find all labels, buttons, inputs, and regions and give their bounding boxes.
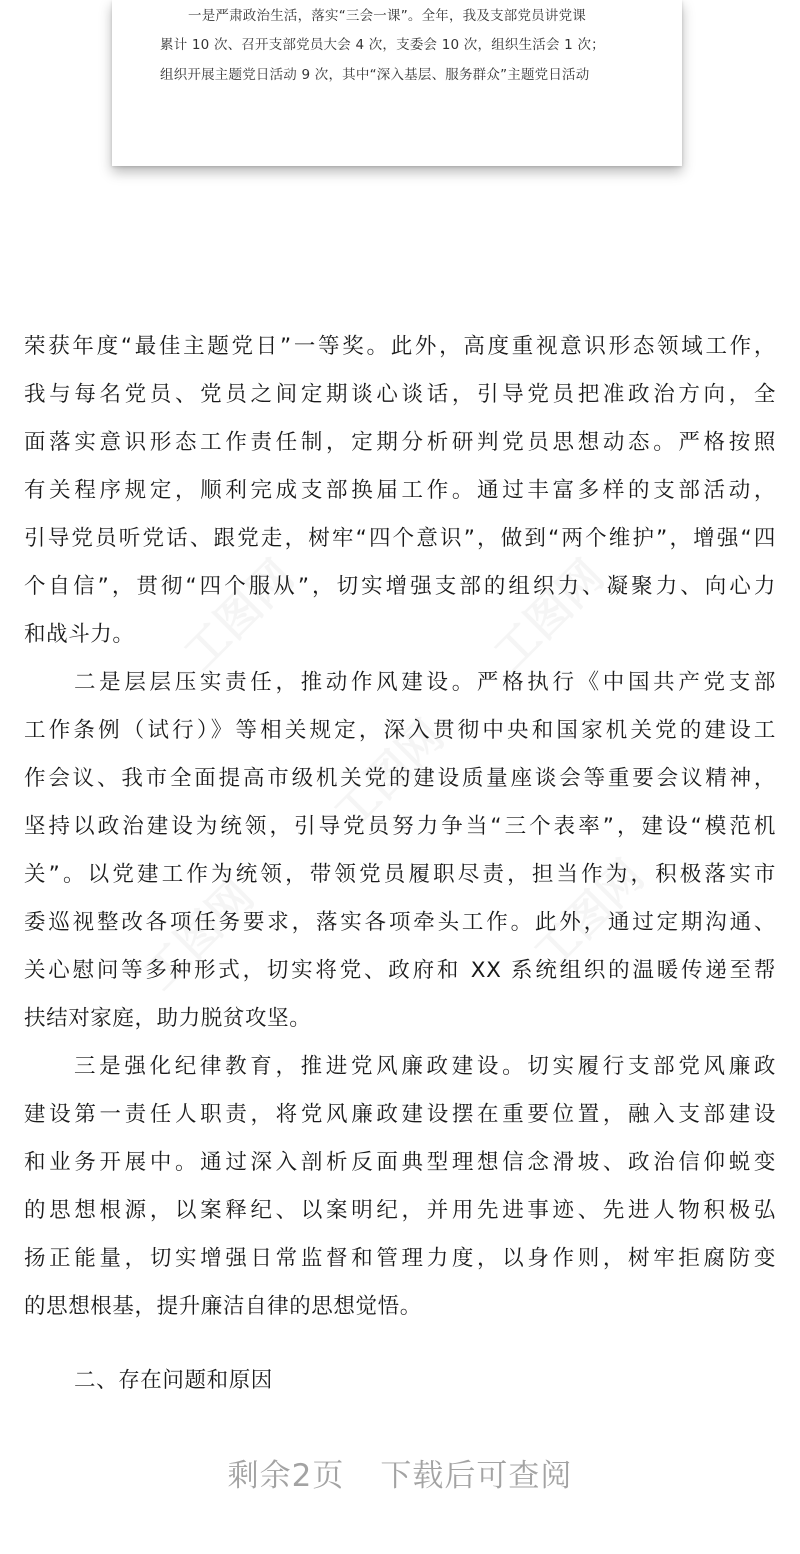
paragraph-line: 我与每名党员、党员之间定期谈心谈话，引导党员把准政治方向，全 xyxy=(24,382,776,407)
remaining-pages-label[interactable]: 剩余2页 xyxy=(227,1458,345,1494)
section-heading: 二、存在问题和原因 xyxy=(74,1368,273,1393)
paragraph-line: 个自信”，贯彻“四个服从”，切实增强支部的组织力、凝聚力、向心力 xyxy=(24,574,776,599)
watermark: 工图网 xyxy=(484,550,614,680)
watermark: 工图网 xyxy=(524,850,654,980)
paragraph-line: 的思想根基，提升廉洁自律的思想觉悟。 xyxy=(24,1294,422,1319)
paragraph-line: 和战斗力。 xyxy=(24,622,135,647)
paragraph-line: 委巡视整改各项任务要求，落实各项牵头工作。此外，通过定期沟通、 xyxy=(24,910,776,935)
paragraph-line: 建设第一责任人职责，将党风廉政建设摆在重要位置，融入支部建设 xyxy=(24,1102,776,1127)
paragraph-line: 有关程序规定，顺利完成支部换届工作。通过丰富多样的支部活动， xyxy=(24,478,776,503)
paragraph-line: 作会议、我市全面提高市级机关党的建设质量座谈会等重要会议精神， xyxy=(24,766,776,791)
paragraph-line: 荣获年度“最佳主题党日”一等奖。此外，高度重视意识形态领域工作， xyxy=(24,334,776,359)
watermark: 工图网 xyxy=(134,870,264,1000)
watermark: 工图网 xyxy=(174,550,304,680)
paragraph-line: 引导党员听党话、跟党走，树牢“四个意识”，做到“两个维护”，增强“四 xyxy=(24,526,776,551)
paragraph-line: 关心慰问等多种形式，切实将党、政府和 XX 系统组织的温暖传递至帮 xyxy=(24,958,776,983)
preview-line: 一是严肃政治生活，落实“三会一课”。全年，我及支部党员讲党课 xyxy=(188,8,586,24)
paragraph-line: 关”。以党建工作为统领，带领党员履职尽责，担当作为，积极落实市 xyxy=(24,862,776,887)
paragraph-first-line: 三是强化纪律教育，推进党风廉政建设。切实履行支部党风廉政 xyxy=(74,1054,776,1079)
paragraph-line: 和业务开展中。通过深入剖析反面典型理想信念滑坡、政治信仰蜕变 xyxy=(24,1150,776,1175)
paragraph-line: 的思想根源，以案释纪、以案明纪，并用先进事迹、先进人物积极弘 xyxy=(24,1198,776,1223)
previous-page-preview xyxy=(112,0,682,166)
preview-line: 组织开展主题党日活动 9 次，其中“深入基层、服务群众”主题党日活动 xyxy=(160,67,590,83)
paragraph-line: 扶结对家庭，助力脱贫攻坚。 xyxy=(24,1006,312,1031)
download-prompt[interactable] xyxy=(0,1456,800,1496)
paragraph-first-line: 二是层层压实责任，推动作风建设。严格执行《中国共产党支部 xyxy=(74,670,776,695)
watermark: 工图网 xyxy=(324,710,454,840)
paragraph-line: 扬正能量，切实增强日常监督和管理力度，以身作则，树牢拒腐防变 xyxy=(24,1246,776,1271)
paragraph-line: 坚持以政治建设为统领，引导党员努力争当“三个表率”，建设“模范机 xyxy=(24,814,776,839)
paragraph-line: 面落实意识形态工作责任制，定期分析研判党员思想动态。严格按照 xyxy=(24,430,776,455)
paragraph-line: 工作条例（试行）》等相关规定，深入贯彻中央和国家机关党的建设工 xyxy=(24,718,776,743)
preview-line: 累计 10 次、召开支部党员大会 4 次，支委会 10 次，组织生活会 1 次； xyxy=(160,37,605,53)
download-to-view-link[interactable]: 下载后可查阅 xyxy=(380,1458,573,1494)
